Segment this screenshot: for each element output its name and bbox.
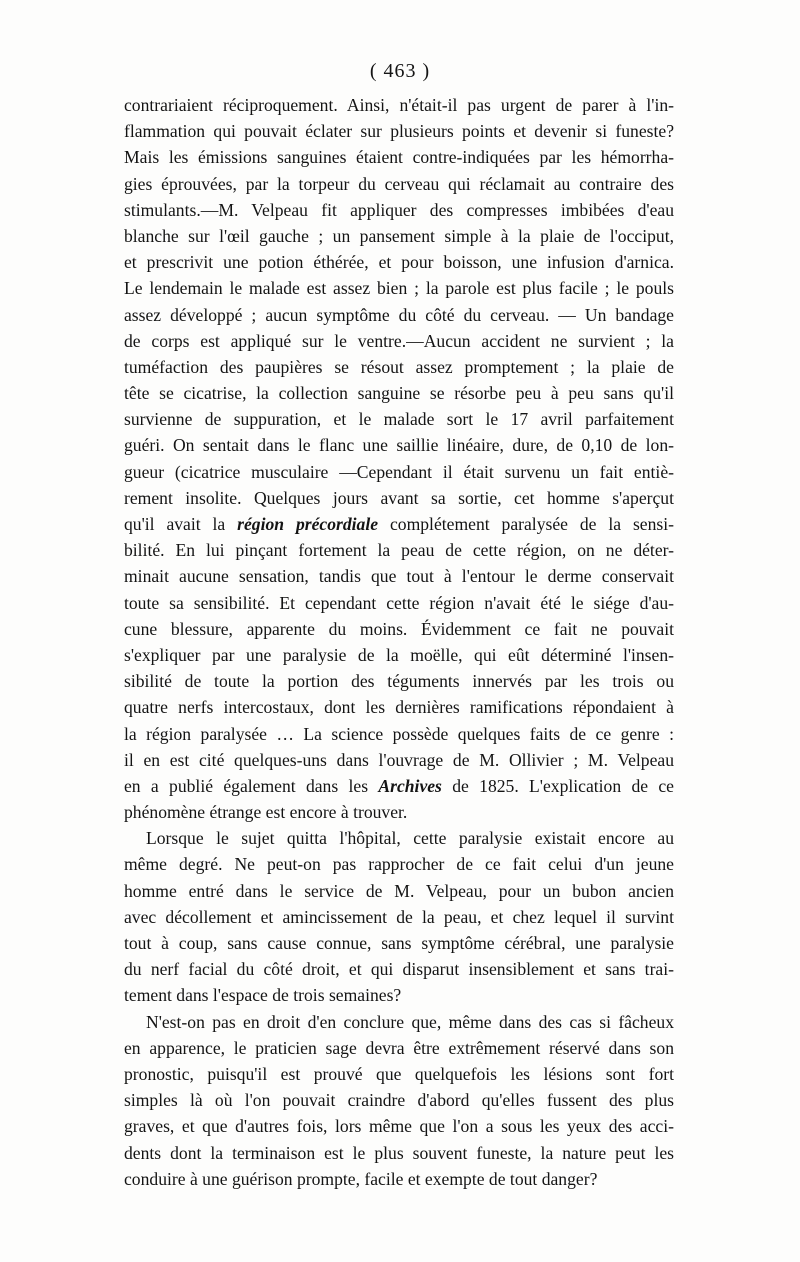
text-line: homme entré dans le service de M. Velpeau, pour un bubon ancien [124, 880, 674, 901]
text-line: cune blessure, apparente du moins. Évidemment ce fait ne pouvait [124, 618, 674, 639]
text-line: tout à coup, sans cause connue, sans symptôme cérébral, une paralysie [124, 933, 674, 953]
text-line: phénomène étrange est encore à trouver. [124, 802, 408, 823]
paragraph-1 [124, 92, 674, 825]
text-line: toute sa sensibilité. Et cependant cette région n'avait été le siége d'au- [124, 592, 674, 613]
text-line: gies éprouvées, par la torpeur du cerveau qui réclamait au contraire des [124, 173, 674, 194]
text-line: stimulants.—M. Velpeau fit appliquer des compresses imbibées d'eau [124, 199, 674, 220]
text-line: N'est-on pas en droit d'en conclure que, même dans des cas si fâcheux [146, 1011, 674, 1032]
text-line: tement dans l'espace de trois semaines? [124, 985, 402, 1006]
text-line: sibilité de toute la portion des téguments innervés par les trois ou [124, 671, 674, 692]
text-line: la région paralysée … La science possède quelques faits de ce genre : [124, 723, 674, 744]
text-line: du nerf facial du côté droit, et qui disparut insensiblement et sans trai- [124, 959, 674, 980]
text-line: graves, et que d'autres fois, lors même que l'on a sous les yeux des acci- [124, 1116, 674, 1137]
text-line: minait aucune sensation, tandis que tout à l'entour le derme conservait [124, 566, 674, 587]
body-text [124, 92, 674, 1192]
text-line: Lorsque le sujet quitta l'hôpital, cette paralysie existait encore au [146, 828, 674, 849]
paragraph-2 [124, 825, 674, 1008]
text-line: Le lendemain le malade est assez bien ; la parole est plus facile ; le pouls [124, 278, 674, 299]
text-line: avec décollement et amincissement de la peau, et chez lequel il survint [124, 906, 674, 927]
text-line: s'expliquer par une paralysie de la moëlle, qui eût déterminé l'insen- [124, 644, 674, 665]
text-line: de corps est appliqué sur le ventre.—Aucun accident ne survient ; la [124, 330, 674, 351]
text-line: simples là où l'on pouvait craindre d'abord qu'elles fussent des plus [124, 1090, 674, 1111]
text-line: guéri. On sentait dans le flanc une saillie linéaire, dure, de 0,10 de lon- [124, 435, 674, 456]
text-line: tuméfaction des paupières se résout assez promptement ; la plaie de [124, 356, 674, 377]
text-line: il en est cité quelques-uns dans l'ouvrage de M. Ollivier ; M. Velpeau [124, 749, 674, 770]
page-number: ( 463 ) [369, 60, 431, 82]
text-line: contrariaient réciproquement. Ainsi, n'était-il pas urgent de parer à l'in- [124, 95, 674, 115]
text-line: et prescrivit une potion éthérée, et pour boisson, une infusion d'arnica. [124, 252, 674, 273]
text-line: conduire à une guérison prompte, facile et exempte de tout danger? [124, 1168, 598, 1189]
text-line: flammation qui pouvait éclater sur plusieurs points et devenir si funeste? [124, 121, 674, 142]
text-line: même degré. Ne peut-on pas rapprocher de ce fait celui d'un jeune [124, 854, 674, 875]
text-line: dents dont la terminaison est le plus souvent funeste, la nature peut les [124, 1142, 674, 1163]
text-line: gueur (cicatrice musculaire —Cependant il était survenu un fait entiè- [124, 461, 674, 482]
text-line: en apparence, le praticien sage devra être extrêmement réservé dans son [124, 1037, 674, 1058]
text-line: assez développé ; aucun symptôme du côté du cerveau. — Un bandage [124, 304, 674, 325]
text-line: rement insolite. Quelques jours avant sa sortie, cet homme s'aperçut [124, 487, 674, 508]
text-line: blanche sur l'œil gauche ; un pansement simple à la plaie de l'occiput, [124, 225, 674, 246]
text-line: pronostic, puisqu'il est prouvé que quelquefois les lésions sont fort [124, 1063, 674, 1084]
italic-phrase: région précordiale [237, 514, 379, 534]
text-line: tête se cicatrise, la collection sanguine se résorbe peu à peu sans qu'il [124, 383, 674, 404]
italic-phrase: Archives [378, 775, 442, 796]
text-line: qu'il avait la région précordiale complétement paralysée de la sensi- [124, 514, 675, 534]
text-line: survienne de suppuration, et le malade sort le 17 avril parfaitement [124, 409, 674, 430]
text-line: en a publié également dans les Archives de 1825. L'explication de ce [124, 775, 674, 796]
text-line: quatre nerfs intercostaux, dont les dernières ramifications répondaient à [124, 697, 674, 718]
text-line: bilité. En lui pinçant fortement la peau de cette région, on ne déter- [124, 540, 674, 561]
paragraph-3 [124, 1009, 674, 1192]
text-line: Mais les émissions sanguines étaient contre-indiquées par les hémorrha- [124, 147, 674, 168]
